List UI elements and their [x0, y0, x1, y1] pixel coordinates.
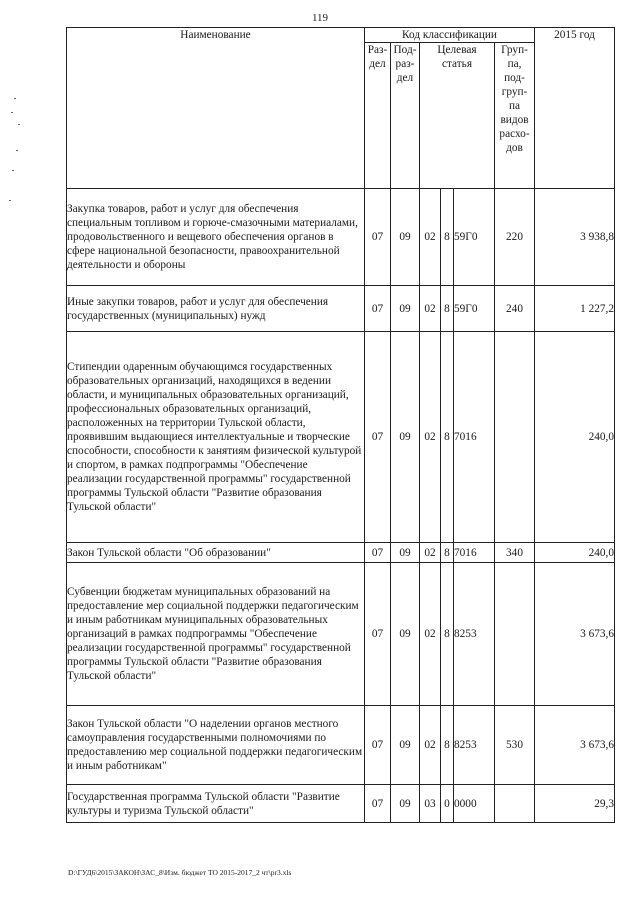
- table-row: [67, 543, 615, 563]
- row-expense-group: 240: [495, 286, 535, 332]
- row-razdel: 07: [365, 543, 391, 563]
- row-amount: 29,3: [535, 785, 615, 823]
- header-expense-group: Груп- па, под- груп- па видов расхо- дов: [495, 43, 535, 189]
- row-podrazdel: 09: [391, 189, 420, 286]
- row-podrazdel: 09: [391, 332, 420, 543]
- row-razdel: 07: [365, 706, 391, 785]
- row-target-program: 03: [420, 785, 441, 823]
- row-expense-group: [495, 563, 535, 706]
- table-row: [67, 785, 615, 823]
- table-row: [67, 563, 615, 706]
- row-name: Иные закупки товаров, работ и услуг для обеспечения государственных (муниципальных) нужд: [67, 286, 365, 332]
- header-target-article: Целевая статья: [420, 43, 495, 189]
- header-razdel: Раз- дел: [365, 43, 391, 189]
- row-target-program: 02: [420, 543, 441, 563]
- row-name: Закупка товаров, работ и услуг для обеспечения специальным топливом и горюче-смазочными материалами, продовольственного и вещевого обеспечения органов в сфере национальной безопасности, правоохранительной деятельности и обороны: [67, 189, 365, 286]
- row-target-subprogram: 8: [441, 543, 454, 563]
- row-target-program: 02: [420, 563, 441, 706]
- row-target-subprogram: 8: [441, 286, 454, 332]
- row-amount: 3 938,8: [535, 189, 615, 286]
- row-name: Закон Тульской области "Об образовании": [67, 543, 365, 563]
- row-amount: 1 227,2: [535, 286, 615, 332]
- row-podrazdel: 09: [391, 286, 420, 332]
- table-row: [67, 706, 615, 785]
- row-amount: 240,0: [535, 332, 615, 543]
- header-name: Наименование: [67, 28, 365, 189]
- row-amount: 3 673,6: [535, 563, 615, 706]
- row-razdel: 07: [365, 189, 391, 286]
- table-row: [67, 286, 615, 332]
- row-expense-group: 530: [495, 706, 535, 785]
- row-target-subprogram: 0: [441, 785, 454, 823]
- row-target-direction: 0000: [454, 785, 495, 823]
- row-expense-group: 220: [495, 189, 535, 286]
- budget-table: [66, 27, 615, 823]
- row-name: Субвенции бюджетам муниципальных образований на предоставление мер социальной поддержки педагогическим и иным работникам муниципальных образовательных организаций в рамках подпрограммы "Обеспечение реализации государственной программы" государственной программы Тульской области "Развитие образования Тульской области": [67, 563, 365, 706]
- row-target-subprogram: 8: [441, 332, 454, 543]
- row-podrazdel: 09: [391, 543, 420, 563]
- page-number: 119: [311, 12, 329, 24]
- row-name: Закон Тульской области "О наделении органов местного самоуправления государственными полномочиями по предоставлению мер социальной поддержки педагогическим и иным работникам": [67, 706, 365, 785]
- row-amount: 240,0: [535, 543, 615, 563]
- row-target-direction: 8253: [454, 706, 495, 785]
- row-target-direction: 8253: [454, 563, 495, 706]
- row-razdel: 07: [365, 563, 391, 706]
- file-path-footer: D:\ГУД6\2015\ЗАКОН\ЗАС_8\Изм. бюджет ТО 2015-2017_2 чт\рr3.xls: [68, 868, 292, 877]
- row-expense-group: [495, 332, 535, 543]
- header-code-classification: Код классификации: [365, 28, 535, 43]
- row-podrazdel: 09: [391, 785, 420, 823]
- row-target-direction: 7016: [454, 332, 495, 543]
- row-podrazdel: 09: [391, 706, 420, 785]
- row-target-subprogram: 8: [441, 563, 454, 706]
- row-name: Государственная программа Тульской области "Развитие культуры и туризма Тульской области": [67, 785, 365, 823]
- row-target-program: 02: [420, 332, 441, 543]
- row-target-direction: 7016: [454, 543, 495, 563]
- row-target-program: 02: [420, 189, 441, 286]
- row-target-direction: 59Г0: [454, 189, 495, 286]
- row-expense-group: 340: [495, 543, 535, 563]
- table-row: [67, 189, 615, 286]
- row-razdel: 07: [365, 332, 391, 543]
- table-row: [67, 332, 615, 543]
- row-expense-group: [495, 785, 535, 823]
- row-target-direction: 59Г0: [454, 286, 495, 332]
- row-razdel: 07: [365, 286, 391, 332]
- row-amount: 3 673,6: [535, 706, 615, 785]
- header-podrazdel: Под- раз- дел: [391, 43, 420, 189]
- header-year: 2015 год: [535, 28, 615, 189]
- row-name: Стипендии одаренным обучающимся государственных образовательных организаций, находящихся в ведении области, и муниципальных образовательных организаций, профессиональных образовательных организаций, расположенных на территории Тульской области, проявившим выдающиеся интеллектуальные и творческие способности, способности к занятиям физической культурой и спортом, в рамках подпрограммы "Обеспечение реализации государственной программы" государственной программы Тульской области "Развитие образования Тульской области": [67, 332, 365, 543]
- row-target-program: 02: [420, 286, 441, 332]
- row-target-program: 02: [420, 706, 441, 785]
- row-podrazdel: 09: [391, 563, 420, 706]
- row-target-subprogram: 8: [441, 189, 454, 286]
- row-target-subprogram: 8: [441, 706, 454, 785]
- row-razdel: 07: [365, 785, 391, 823]
